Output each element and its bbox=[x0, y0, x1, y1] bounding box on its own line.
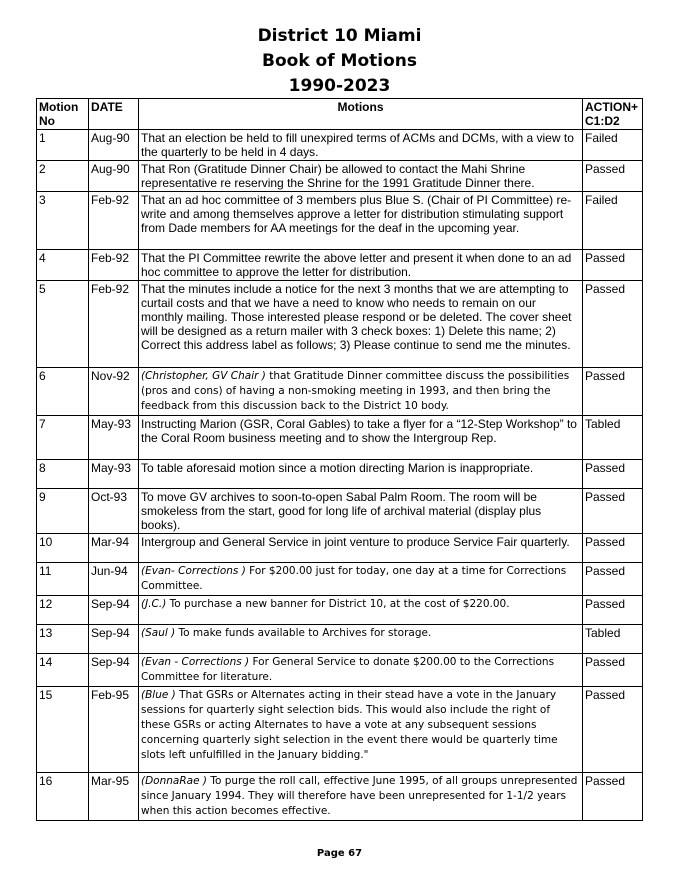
motion-text: To make funds available to Archives for storage. bbox=[175, 627, 432, 639]
page-number: Page 67 bbox=[316, 848, 363, 859]
motion-action: Passed bbox=[583, 654, 643, 687]
table-row bbox=[37, 192, 643, 250]
motion-number: 8 bbox=[37, 460, 89, 489]
motion-date: Sep-94 bbox=[89, 596, 139, 625]
motion-text: To move GV archives to soon-to-open Sabal Palm Room. The room will be smokeless from the start, good for long life of archival material (display plus books). bbox=[141, 490, 542, 532]
motion-number: 11 bbox=[37, 563, 89, 596]
motion-date: Nov-92 bbox=[89, 368, 139, 416]
motion-date: Feb-95 bbox=[89, 687, 139, 773]
motion-action: Failed bbox=[583, 192, 643, 250]
table-header-row bbox=[37, 99, 643, 130]
table-row bbox=[37, 489, 643, 534]
motion-action: Tabled bbox=[583, 625, 643, 654]
table-row bbox=[37, 460, 643, 489]
motion-date: Sep-94 bbox=[89, 654, 139, 687]
motion-number: 4 bbox=[37, 250, 89, 281]
motion-text-cell bbox=[139, 192, 583, 250]
motion-mover: (Evan - Corrections ) bbox=[141, 656, 250, 668]
motion-date: Oct-93 bbox=[89, 489, 139, 534]
motion-action: Passed bbox=[583, 368, 643, 416]
motion-number: 10 bbox=[37, 534, 89, 563]
table-row bbox=[37, 130, 643, 161]
motion-number: 7 bbox=[37, 416, 89, 460]
motion-number: 12 bbox=[37, 596, 89, 625]
table-row bbox=[37, 625, 643, 654]
header-date: DATE bbox=[89, 99, 139, 130]
table-row bbox=[37, 687, 643, 773]
motion-text-cell bbox=[139, 625, 583, 654]
table-row bbox=[37, 773, 643, 821]
motion-date: Feb-92 bbox=[89, 250, 139, 281]
motion-text-cell bbox=[139, 563, 583, 596]
motion-mover: (Saul ) bbox=[141, 627, 176, 639]
motion-date: Sep-94 bbox=[89, 625, 139, 654]
table-row bbox=[37, 534, 643, 563]
motion-text-cell bbox=[139, 773, 583, 821]
motion-action: Passed bbox=[583, 250, 643, 281]
motion-action: Passed bbox=[583, 281, 643, 368]
motion-date: Mar-94 bbox=[89, 534, 139, 563]
motion-action: Passed bbox=[583, 687, 643, 773]
table-row bbox=[37, 563, 643, 596]
motion-text: Instructing Marion (GSR, Coral Gables) to take a flyer for a “12-Step Workshop” to the Coral Room business meeting and to show the Intergroup Rep. bbox=[141, 417, 577, 445]
table-row bbox=[37, 654, 643, 687]
motion-text: That GSRs or Alternates acting in their stead have a vote in the January sessions for quarterly sight selection bids. This would also include the right of these GSRs or acting Alternates to have a vote at any subsequent sessions concerning quarterly sight selection in the event there would be quarterly time slots left unfulfilled in the January bidding." bbox=[141, 689, 558, 761]
motion-action: Passed bbox=[583, 460, 643, 489]
motions-table bbox=[36, 98, 643, 821]
motion-text: That Ron (Gratitude Dinner Chair) be allowed to contact the Mahi Shrine representative re reserving the Shrine for the 1991 Gratitude Dinner there. bbox=[141, 162, 535, 190]
motion-text-cell bbox=[139, 281, 583, 368]
table-row bbox=[37, 250, 643, 281]
motion-text: To purge the roll call, effective June 1995, of all groups unrepresented since January 1994. They will therefore have been unrepresented for 1-1/2 years when this action becomes effective. bbox=[141, 775, 578, 817]
motion-text-cell bbox=[139, 654, 583, 687]
header-motions: Motions bbox=[139, 99, 583, 130]
motion-mover: (J.C.) bbox=[141, 598, 167, 610]
motion-text: Intergroup and General Service in joint venture to produce Service Fair quarterly. bbox=[141, 535, 570, 549]
motion-number: 3 bbox=[37, 192, 89, 250]
motion-mover: (Evan- Corrections ) bbox=[141, 565, 246, 577]
motion-mover: (Blue ) bbox=[141, 689, 176, 701]
motion-date: May-93 bbox=[89, 416, 139, 460]
motion-action: Passed bbox=[583, 563, 643, 596]
document-year-range: 1990-2023 bbox=[288, 76, 391, 96]
motion-text-cell bbox=[139, 460, 583, 489]
header-motion-no: Motion No bbox=[37, 99, 89, 130]
motion-text: That an ad hoc committee of 3 members plus Blue S. (Chair of PI Committee) re-write and among themselves approve a letter for distribution stimulating support from Dade members for AA meetings for the deaf in the upcoming year. bbox=[141, 193, 572, 235]
motion-text: For $200.00 just for today, one day at a time for Corrections Committee. bbox=[141, 565, 567, 592]
table-row bbox=[37, 161, 643, 192]
motion-action: Passed bbox=[583, 534, 643, 563]
header-action: ACTION+ C1:D2 bbox=[583, 99, 643, 130]
motion-text-cell bbox=[139, 534, 583, 563]
motion-action: Passed bbox=[583, 773, 643, 821]
motion-text: That the minutes include a notice for the next 3 months that we are attempting to curtail costs and that we have a need to know who needs to remain on our monthly mailing. Those interested please respond or be deleted. The cover sheet will be designed as a return mailer with 3 check boxes: 1) Delete this name; 2) Correct this address label as follows; 3) Please continue to send me the minutes. bbox=[141, 282, 572, 352]
motion-text: For General Service to donate $200.00 to the Corrections Committee for literature. bbox=[141, 656, 555, 683]
table-row bbox=[37, 596, 643, 625]
motion-action: Passed bbox=[583, 596, 643, 625]
motion-action: Tabled bbox=[583, 416, 643, 460]
table-row bbox=[37, 281, 643, 368]
motion-action: Failed bbox=[583, 130, 643, 161]
motion-number: 15 bbox=[37, 687, 89, 773]
motion-text-cell bbox=[139, 687, 583, 773]
motion-text: That an election be held to fill unexpired terms of ACMs and DCMs, with a view to the quarterly to be held in 4 days. bbox=[141, 131, 574, 159]
motion-mover: (Christopher, GV Chair ) bbox=[141, 370, 266, 382]
motion-mover: (DonnaRae ) bbox=[141, 775, 207, 787]
motion-action: Passed bbox=[583, 161, 643, 192]
motion-date: Aug-90 bbox=[89, 130, 139, 161]
motion-date: Feb-92 bbox=[89, 281, 139, 368]
motion-text: That the PI Committee rewrite the above letter and present it when done to an ad hoc committee to approve the letter for distribution. bbox=[141, 251, 572, 279]
motion-text: To purchase a new banner for District 10, at the cost of $220.00. bbox=[166, 598, 510, 610]
motion-date: May-93 bbox=[89, 460, 139, 489]
motion-text-cell bbox=[139, 130, 583, 161]
motion-action: Passed bbox=[583, 489, 643, 534]
motion-text-cell bbox=[139, 368, 583, 416]
motion-number: 6 bbox=[37, 368, 89, 416]
motion-text-cell bbox=[139, 250, 583, 281]
motion-text-cell bbox=[139, 596, 583, 625]
motion-number: 16 bbox=[37, 773, 89, 821]
motion-date: Mar-95 bbox=[89, 773, 139, 821]
motion-number: 2 bbox=[37, 161, 89, 192]
motion-text-cell bbox=[139, 489, 583, 534]
motion-text-cell bbox=[139, 416, 583, 460]
table-row bbox=[37, 416, 643, 460]
motion-date: Aug-90 bbox=[89, 161, 139, 192]
motion-date: Jun-94 bbox=[89, 563, 139, 596]
motion-number: 13 bbox=[37, 625, 89, 654]
motion-text: To table aforesaid motion since a motion directing Marion is inappropriate. bbox=[141, 461, 534, 475]
document-subtitle: Book of Motions bbox=[262, 51, 417, 71]
motion-number: 1 bbox=[37, 130, 89, 161]
table-row bbox=[37, 368, 643, 416]
motion-text: that Gratitude Dinner committee discuss the possibilities (pros and cons) of having a non-smoking meeting in 1993, and then bring the feedback from this discussion back to the District 10 body. bbox=[141, 370, 570, 412]
motion-date: Feb-92 bbox=[89, 192, 139, 250]
motion-text-cell bbox=[139, 161, 583, 192]
motion-number: 14 bbox=[37, 654, 89, 687]
motion-number: 5 bbox=[37, 281, 89, 368]
motion-number: 9 bbox=[37, 489, 89, 534]
document-title: District 10 Miami bbox=[257, 26, 422, 46]
